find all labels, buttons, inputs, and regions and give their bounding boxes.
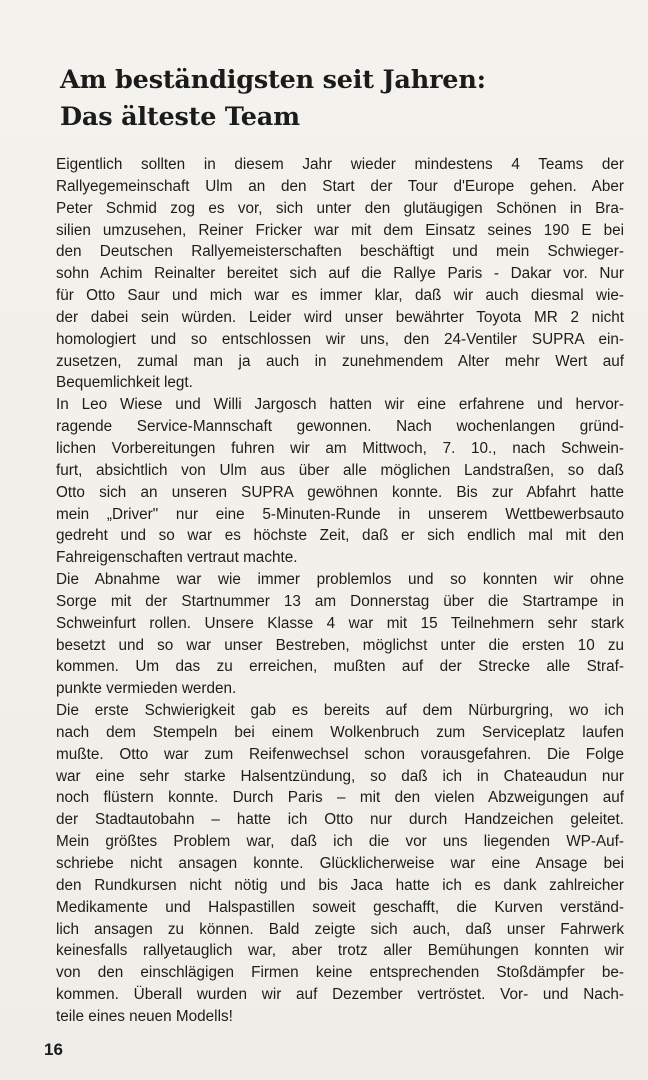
text-line: besetzt und so war unser Bestreben, möglichst unter die ersten 10 zu <box>56 636 624 654</box>
text-line: von den einschlägigen Firmen keine entsprechenden Stoßdämpfer be- <box>56 964 624 982</box>
text-line: Fahreigenschaften vertraut machte. <box>56 549 298 567</box>
text-line: Eigentlich sollten in diesem Jahr wieder mindestens 4 Teams der <box>56 156 624 173</box>
text-line: kommen. Überall wurden wir auf Dezember vertröstet. Vor- und Nach- <box>56 986 624 1004</box>
text-line: der Stadtautobahn – hatte ich Otto nur durch Handzeichen geleitet. <box>56 811 624 829</box>
text-line: mußte. Otto war zum Reifenwechsel schon vorausgefahren. Die Folge <box>56 745 624 763</box>
text-line: für Otto Saur und mich war es immer klar, daß wir auch diesmal wie- <box>56 287 624 305</box>
text-line: Medikamente und Halspastillen soweit geschafft, die Kurven verständ- <box>56 898 624 916</box>
page-number: 16 <box>44 1040 63 1059</box>
title-line-1: Am beständigsten seit Jahren: <box>60 65 486 95</box>
text-line: Otto sich an unseren SUPRA gewöhnen konnte. Bis zur Abfahrt hatte <box>56 483 624 501</box>
text-line: Rallyegemeinschaft Ulm an den Start der Tour d'Europe gehen. Aber <box>56 177 624 195</box>
text-line: lich ansagen zu können. Bald zeigte sich auch, daß unser Fahrwerk <box>56 920 624 938</box>
text-line: punkte vermieden werden. <box>56 680 237 698</box>
text-line: sohn Achim Reinalter bereitet sich auf die Rallye Paris - Dakar vor. Nur <box>56 265 624 283</box>
text-line: noch flüstern konnte. Durch Paris – mit den vielen Abzweigungen auf <box>56 789 624 807</box>
text-line: teile eines neuen Modells! <box>56 1007 233 1025</box>
article-body <box>56 154 624 1028</box>
text-line: lichen Vorbereitungen fuhren wir am Mittwoch, 7. 10., nach Schwein- <box>56 439 624 457</box>
text-line: Bequemlichkeit legt. <box>56 374 193 392</box>
text-line: ragende Service-Mannschaft gewonnen. Nach wochenlangen gründ- <box>56 418 624 436</box>
text-line: Sorge mit der Startnummer 13 am Donnerstag über die Startrampe in <box>56 592 624 610</box>
text-line: Die Abnahme war wie immer problemlos und so konnten wir ohne <box>56 571 624 589</box>
title-line-2: Das älteste Team <box>60 102 300 132</box>
text-line: der dabei sein würden. Leider wird unser bewährter Toyota MR 2 nicht <box>56 308 624 326</box>
text-line: war eine sehr starke Halsentzündung, so daß ich in Chateaudun nur <box>56 767 624 785</box>
text-line: den Deutschen Rallyemeisterschaften beschäftigt und mein Schwieger- <box>56 243 624 261</box>
text-line: Die erste Schwierigkeit gab es bereits auf dem Nürburgring, wo ich <box>56 702 624 720</box>
text-line: gedreht und so war es höchste Zeit, daß er sich endlich mal mit den <box>56 527 624 545</box>
page-title <box>60 62 620 136</box>
text-line: zusetzen, zumal man ja auch in zunehmendem Alter mehr Wert auf <box>56 352 624 370</box>
text-line: In Leo Wiese und Willi Jargosch hatten wir eine erfahrene und hervor- <box>56 396 624 414</box>
text-line: silien umzusehen, Reiner Fricker war mit dem Einsatz seines 190 E bei <box>56 221 624 239</box>
text-line: schriebe nicht ansagen konnte. Glücklicherweise war eine Ansage bei <box>56 855 624 872</box>
text-line: furt, absichtlich von Ulm aus über alle möglichen Landstraßen, so daß <box>56 461 624 479</box>
text-line: Schweinfurt rollen. Unsere Klasse 4 war mit 15 Teilnehmern sehr stark <box>56 614 624 632</box>
text-line: kommen. Um das zu erreichen, mußten auf der Strecke alle Straf- <box>56 658 624 676</box>
text-line: den Rundkursen nicht nötig und bis Jaca hatte ich es dank zahlreicher <box>56 876 624 894</box>
text-line: keinesfalls rallyetauglich war, aber trotz aller Bemühungen konnten wir <box>56 942 624 960</box>
text-line: homologiert und so entschlossen wir uns, den 24-Ventiler SUPRA ein- <box>56 330 624 348</box>
text-line: Mein größtes Problem war, daß ich die vor uns liegenden WP-Auf- <box>56 833 624 851</box>
text-line: mein „Driver" nur eine 5-Minuten-Runde in unserem Wettbewerbsauto <box>56 505 624 523</box>
text-line: nach dem Stempeln bei einem Wolkenbruch zum Serviceplatz laufen <box>56 723 624 741</box>
text-line: Peter Schmid zog es vor, sich unter den glutäugigen Schönen in Bra- <box>56 199 624 217</box>
